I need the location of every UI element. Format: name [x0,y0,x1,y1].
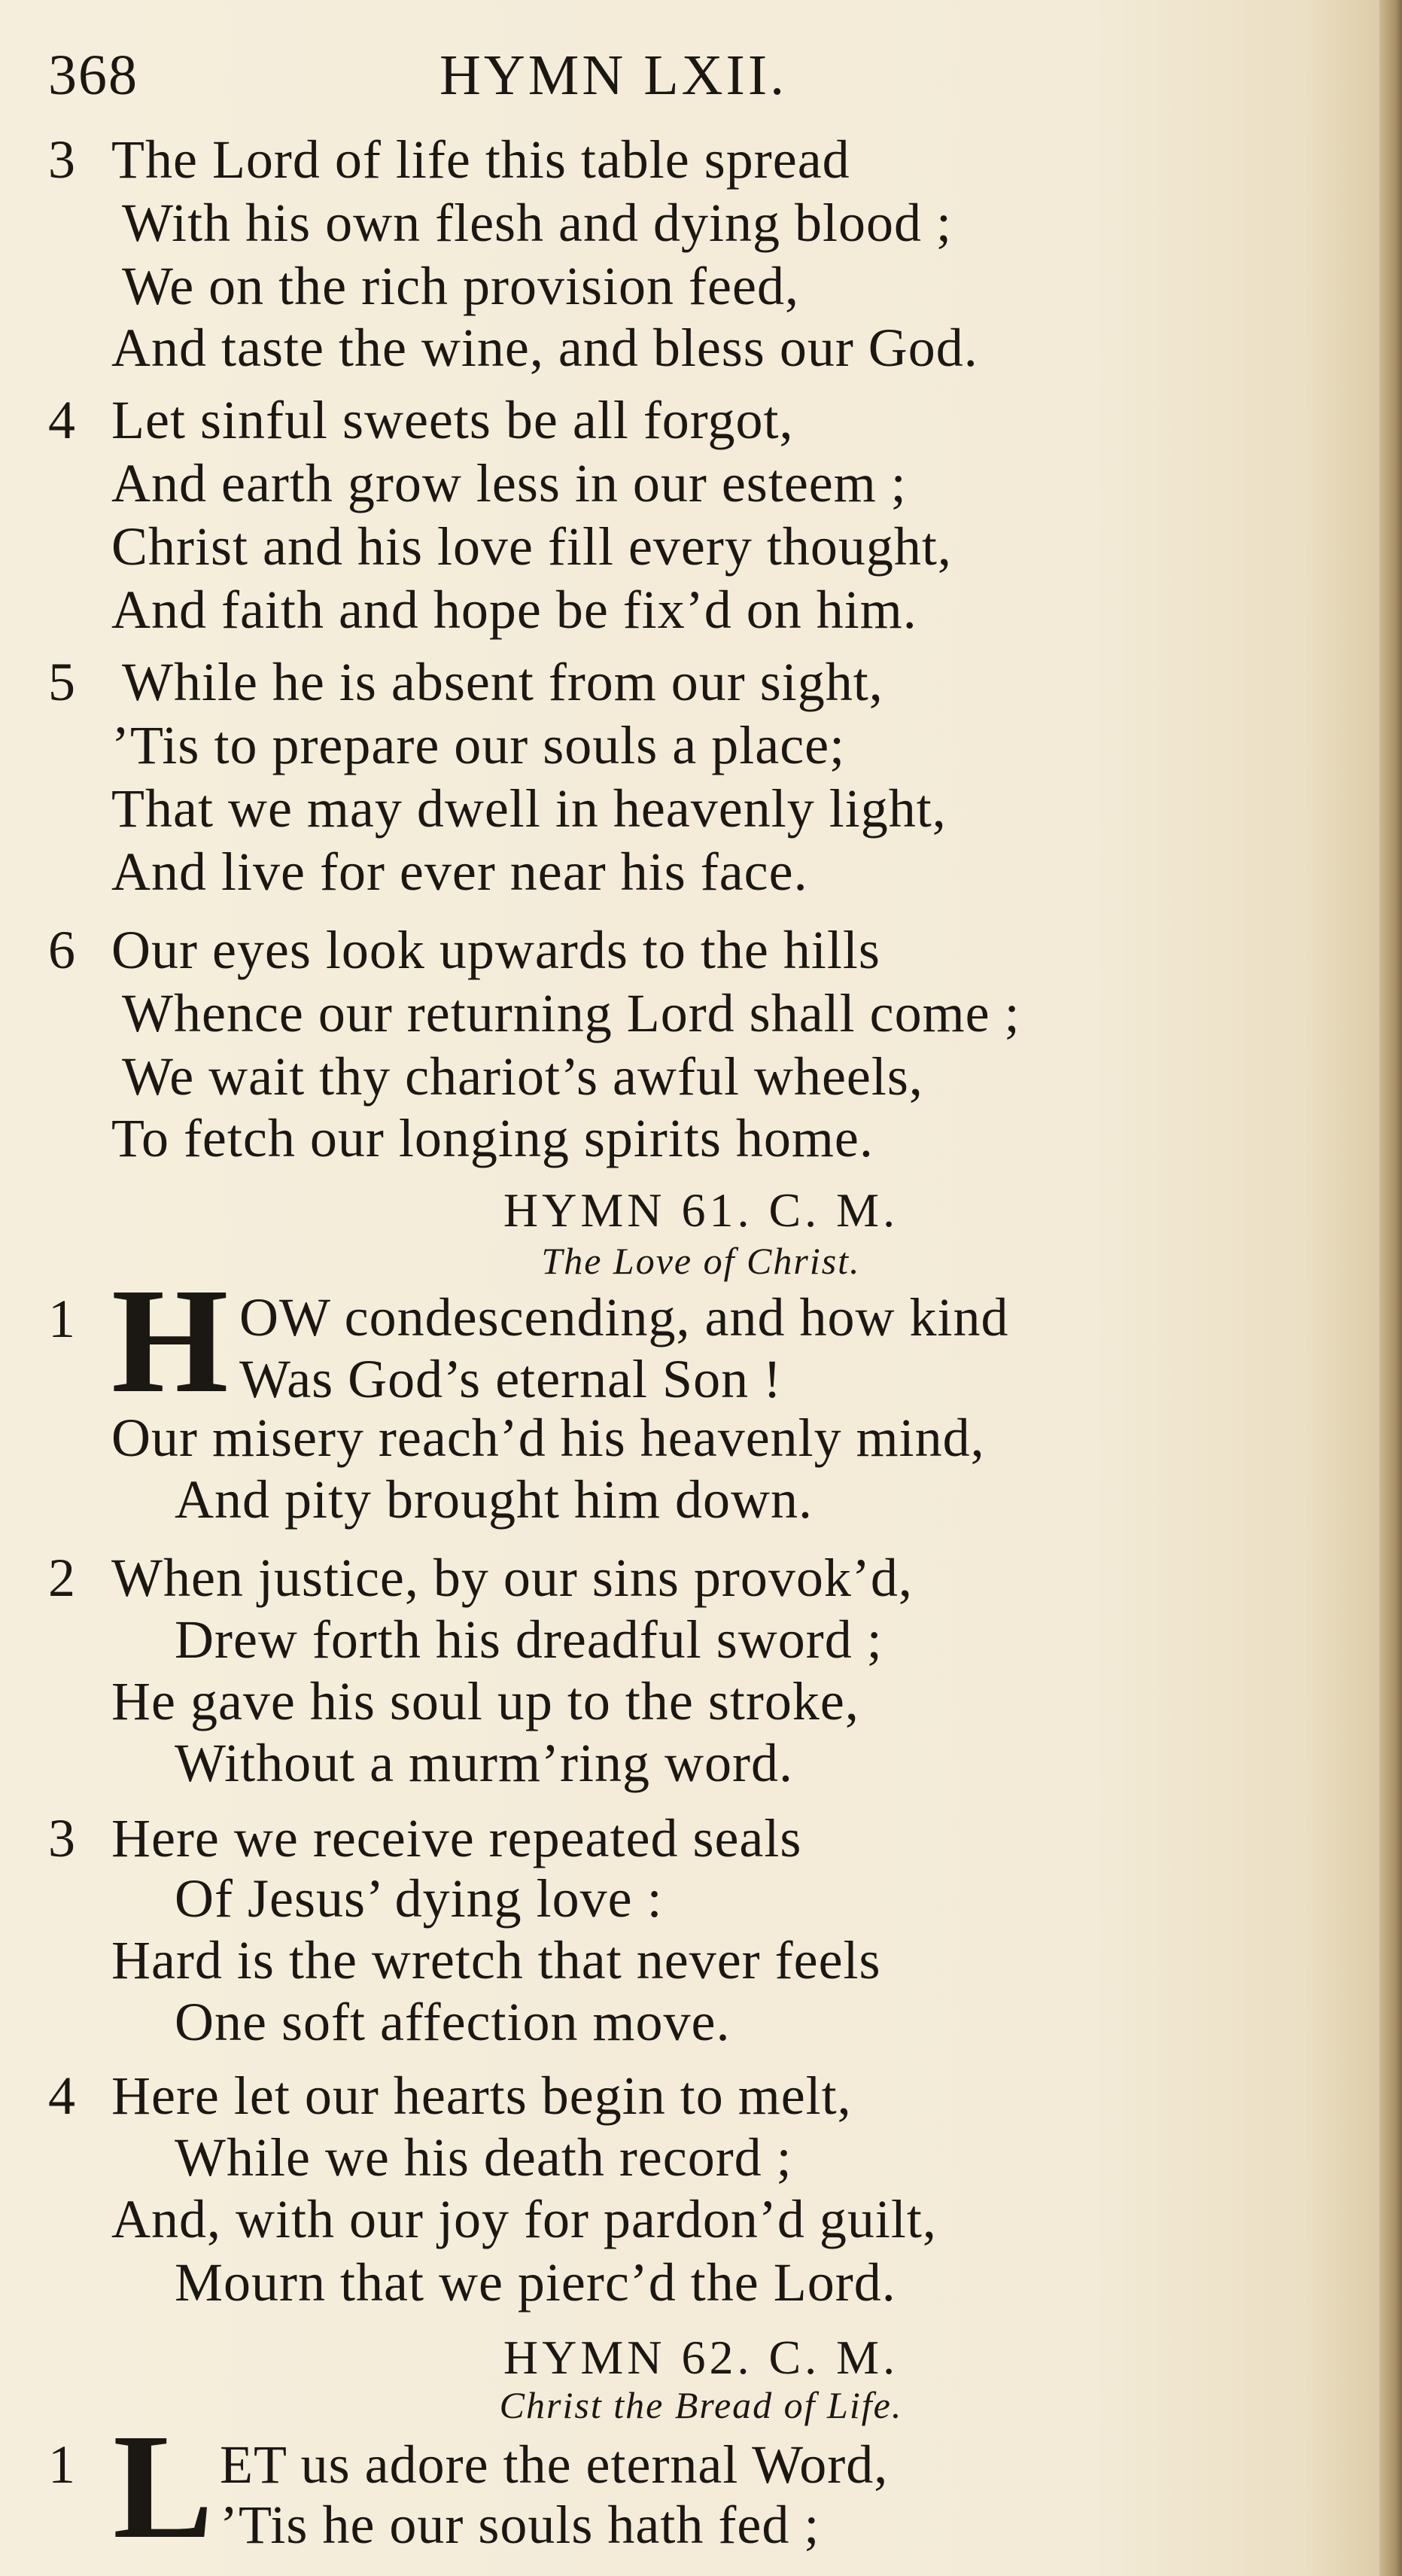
verse-number: 4 [48,390,75,450]
verse-line: Mourn that we pierc’d the Lord. [175,2252,896,2313]
verse-line: We on the rich provision feed, [122,256,799,316]
verse-number: 1 [48,1289,75,1349]
verse-line: While we his death record ; [175,2127,792,2188]
drop-cap: H [111,1258,229,1424]
verse-line: Our misery reach’d his heavenly mind, [111,1408,985,1468]
verse-line: Of Jesus’ dying love : [175,1868,663,1929]
verse-line: Whence our returning Lord shall come ; [122,983,1020,1043]
verse-number: 4 [48,2066,75,2126]
running-title: HYMN LXII. [439,44,788,107]
verse-line: Christ and his love fill every thought, [111,516,952,577]
verse-line: Here let our hearts begin to melt, [111,2066,852,2126]
verse-line: Hard is the wretch that never feels [111,1930,881,1990]
hymn-title: HYMN 61. C. M. [503,1183,899,1237]
verse-number: 6 [48,920,75,980]
verse-line: ’Tis to prepare our souls a place; [111,715,846,775]
verse-line: With his own flesh and dying blood ; [122,193,953,253]
page-number: 368 [48,44,138,107]
verse-line: That we may dwell in heavenly light, [111,778,947,839]
verse-line: When justice, by our sins provok’d, [111,1548,913,1608]
verse-line: He gave his soul up to the stroke, [111,1671,859,1731]
verse-line: And earth grow less in our esteem ; [111,453,907,513]
verse-number: 1 [48,2434,75,2495]
verse-line: Here we receive repeated seals [111,1808,802,1868]
verse-line: Drew forth his dreadful sword ; [175,1609,883,1670]
page-gutter-shadow [1379,0,1402,2576]
verse-line: The Lord of life this table spread [111,129,850,190]
verse-line: ’Tis he our souls hath fed ; [220,2495,820,2555]
verse-line: Without a murm’ring word. [175,1733,793,1793]
verse-line: And pity brought him down. [175,1469,813,1530]
page-header [48,34,1327,117]
verse-number: 3 [48,129,75,190]
verse-line: Our eyes look upwards to the hills [111,920,880,980]
verse-line: And faith and hope be fix’d on him. [111,580,917,640]
verse-line: OW condescending, and how kind [239,1287,1009,1347]
verse-line: And, with our joy for pardon’d guilt, [111,2189,937,2249]
hymn-subtitle: Christ the Bread of Life. [499,2384,903,2426]
verse-line: We wait thy chariot’s awful wheels, [122,1046,923,1107]
verse-line: Was God’s eternal Son ! [239,1349,783,1409]
verse-line: ET us adore the eternal Word, [220,2434,889,2495]
verse-line: To fetch our longing spirits home. [111,1108,874,1168]
verse-number: 3 [48,1808,75,1868]
verse-line: Let sinful sweets be all forgot, [111,390,794,450]
verse-line: And taste the wine, and bless our God. [111,318,978,378]
verse-line: While he is absent from our sight, [122,652,883,712]
drop-cap: L [113,2404,214,2570]
hymn-title: HYMN 62. C. M. [503,2331,899,2384]
verse-number: 2 [48,1548,75,1608]
verse-number: 5 [48,652,75,712]
verse-line: And live for ever near his face. [111,842,808,902]
hymn-subtitle: The Love of Christ. [541,1240,861,1282]
verse-line: One soft affection move. [175,1992,731,2052]
